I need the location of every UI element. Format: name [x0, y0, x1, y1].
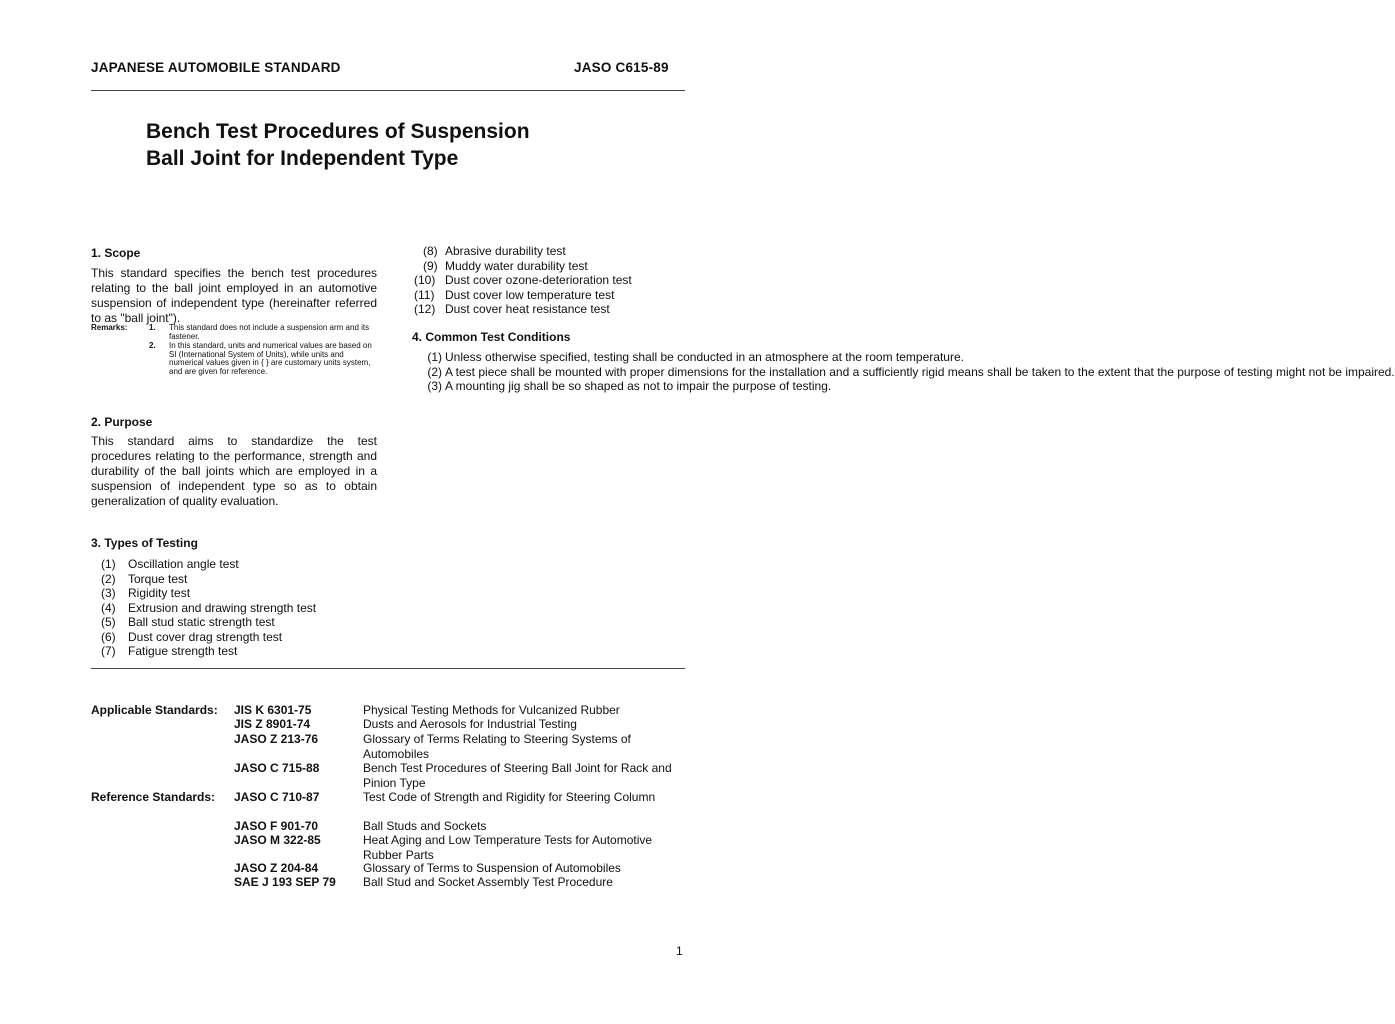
list-item: (8) Abrasive durability test — [423, 244, 566, 258]
standard-description: Test Code of Strength and Rigidity for Steering Column — [363, 790, 656, 804]
standard-code: JASO C 715-88 — [234, 761, 320, 775]
standard-description: Glossary of Terms Relating to Steering Systems of Automobiles — [363, 732, 631, 761]
list-item: (7) Fatigue strength test — [101, 644, 238, 658]
scope-remarks — [91, 324, 377, 404]
remarks-label: Remarks: — [91, 323, 128, 332]
reference-standards-label: Reference Standards: — [91, 790, 216, 804]
standard-code: JIS Z 8901-74 — [234, 717, 311, 731]
remark-number: 2. — [149, 341, 156, 350]
standard-code: JIS K 6301-75 — [234, 703, 312, 717]
standard-code: SAE J 193 SEP 79 — [234, 875, 336, 889]
standard-number: JASO C615-89 — [574, 60, 669, 75]
document-title — [146, 118, 686, 172]
list-item: (2) A test piece shall be mounted with proper dimensions for the installation and a sufficiently rigid means shall be taken to the extent that the purpose of testing might not be impaired. — [427, 364, 1395, 379]
standard-description: Physical Testing Methods for Vulcanized Rubber — [363, 703, 620, 717]
title-line-2: Ball Joint for Independent Type — [146, 147, 459, 170]
types-heading: 3. Types of Testing — [91, 536, 198, 550]
standard-description: Dusts and Aerosols for Industrial Testing — [363, 717, 577, 731]
section-divider — [91, 668, 685, 669]
types-list-continued — [412, 244, 692, 317]
list-item: (5) Ball stud static strength test — [101, 615, 275, 629]
standard-description: Heat Aging and Low Temperature Tests for Automotive Rubber Parts — [363, 833, 653, 862]
header-divider — [91, 90, 685, 91]
purpose-heading: 2. Purpose — [91, 415, 153, 429]
standard-code: JASO Z 213-76 — [234, 732, 319, 746]
applicable-standards-label: Applicable Standards: — [91, 703, 218, 717]
types-list — [101, 557, 381, 659]
list-item: (12) Dust cover heat resistance test — [414, 302, 610, 316]
list-item: (6) Dust cover drag strength test — [101, 629, 283, 644]
scope-body: This standard specifies the bench test procedures relating to the ball joint employed in an automotive suspension of independent type (hereinafter referred to as "ball joint"). — [91, 266, 377, 325]
standard-header: JAPANESE AUTOMOBILE STANDARD — [91, 60, 341, 75]
standard-code: JASO Z 204-84 — [234, 861, 319, 875]
standard-description: Ball Stud and Socket Assembly Test Procedure — [363, 875, 613, 889]
list-item: (1) Oscillation angle test — [101, 557, 239, 571]
list-item: (10) Dust cover ozone-deterioration test — [414, 273, 632, 287]
list-item: (11) Dust cover low temperature test — [414, 287, 615, 302]
standard-description: Glossary of Terms to Suspension of Automobiles — [363, 861, 621, 875]
title-line-1: Bench Test Procedures of Suspension — [146, 120, 530, 143]
purpose-body: This standard aims to standardize the test procedures relating to the performance, strength and durability of the ball joints which are employed in a suspension of independent type so as to obtain generalization of quality evaluation. — [91, 434, 377, 508]
scope-heading: 1. Scope — [91, 246, 141, 260]
conditions-list — [412, 350, 1395, 394]
standard-description: Bench Test Procedures of Steering Ball Joint for Rack and Pinion Type — [363, 761, 672, 790]
standard-code: JASO C 710-87 — [234, 790, 320, 804]
standard-description: Ball Studs and Sockets — [363, 819, 487, 833]
list-item: (3) Rigidity test — [101, 586, 191, 600]
remark-number: 1. — [149, 323, 156, 332]
list-item: (4) Extrusion and drawing strength test — [101, 600, 317, 615]
list-item: (9) Muddy water durability test — [423, 258, 588, 273]
list-item: (3) A mounting jig shall be so shaped as not to impair the purpose of testing. — [427, 379, 832, 393]
standard-code: JASO M 322-85 — [234, 833, 321, 847]
list-item: (1) Unless otherwise specified, testing shall be conducted in an atmosphere at the room temperature. — [427, 350, 964, 364]
list-item: (2) Torque test — [101, 571, 188, 586]
page-number: 1 — [676, 944, 683, 958]
conditions-heading: 4. Common Test Conditions — [412, 330, 571, 344]
standard-code: JASO F 901-70 — [234, 819, 319, 833]
remark-text: This standard does not include a suspension arm and its fastener. — [169, 323, 370, 341]
remark-text: In this standard, units and numerical values are based on SI (International System of Units), while units and numerical values given in { } are customary units system, and are given for reference. — [169, 341, 372, 376]
